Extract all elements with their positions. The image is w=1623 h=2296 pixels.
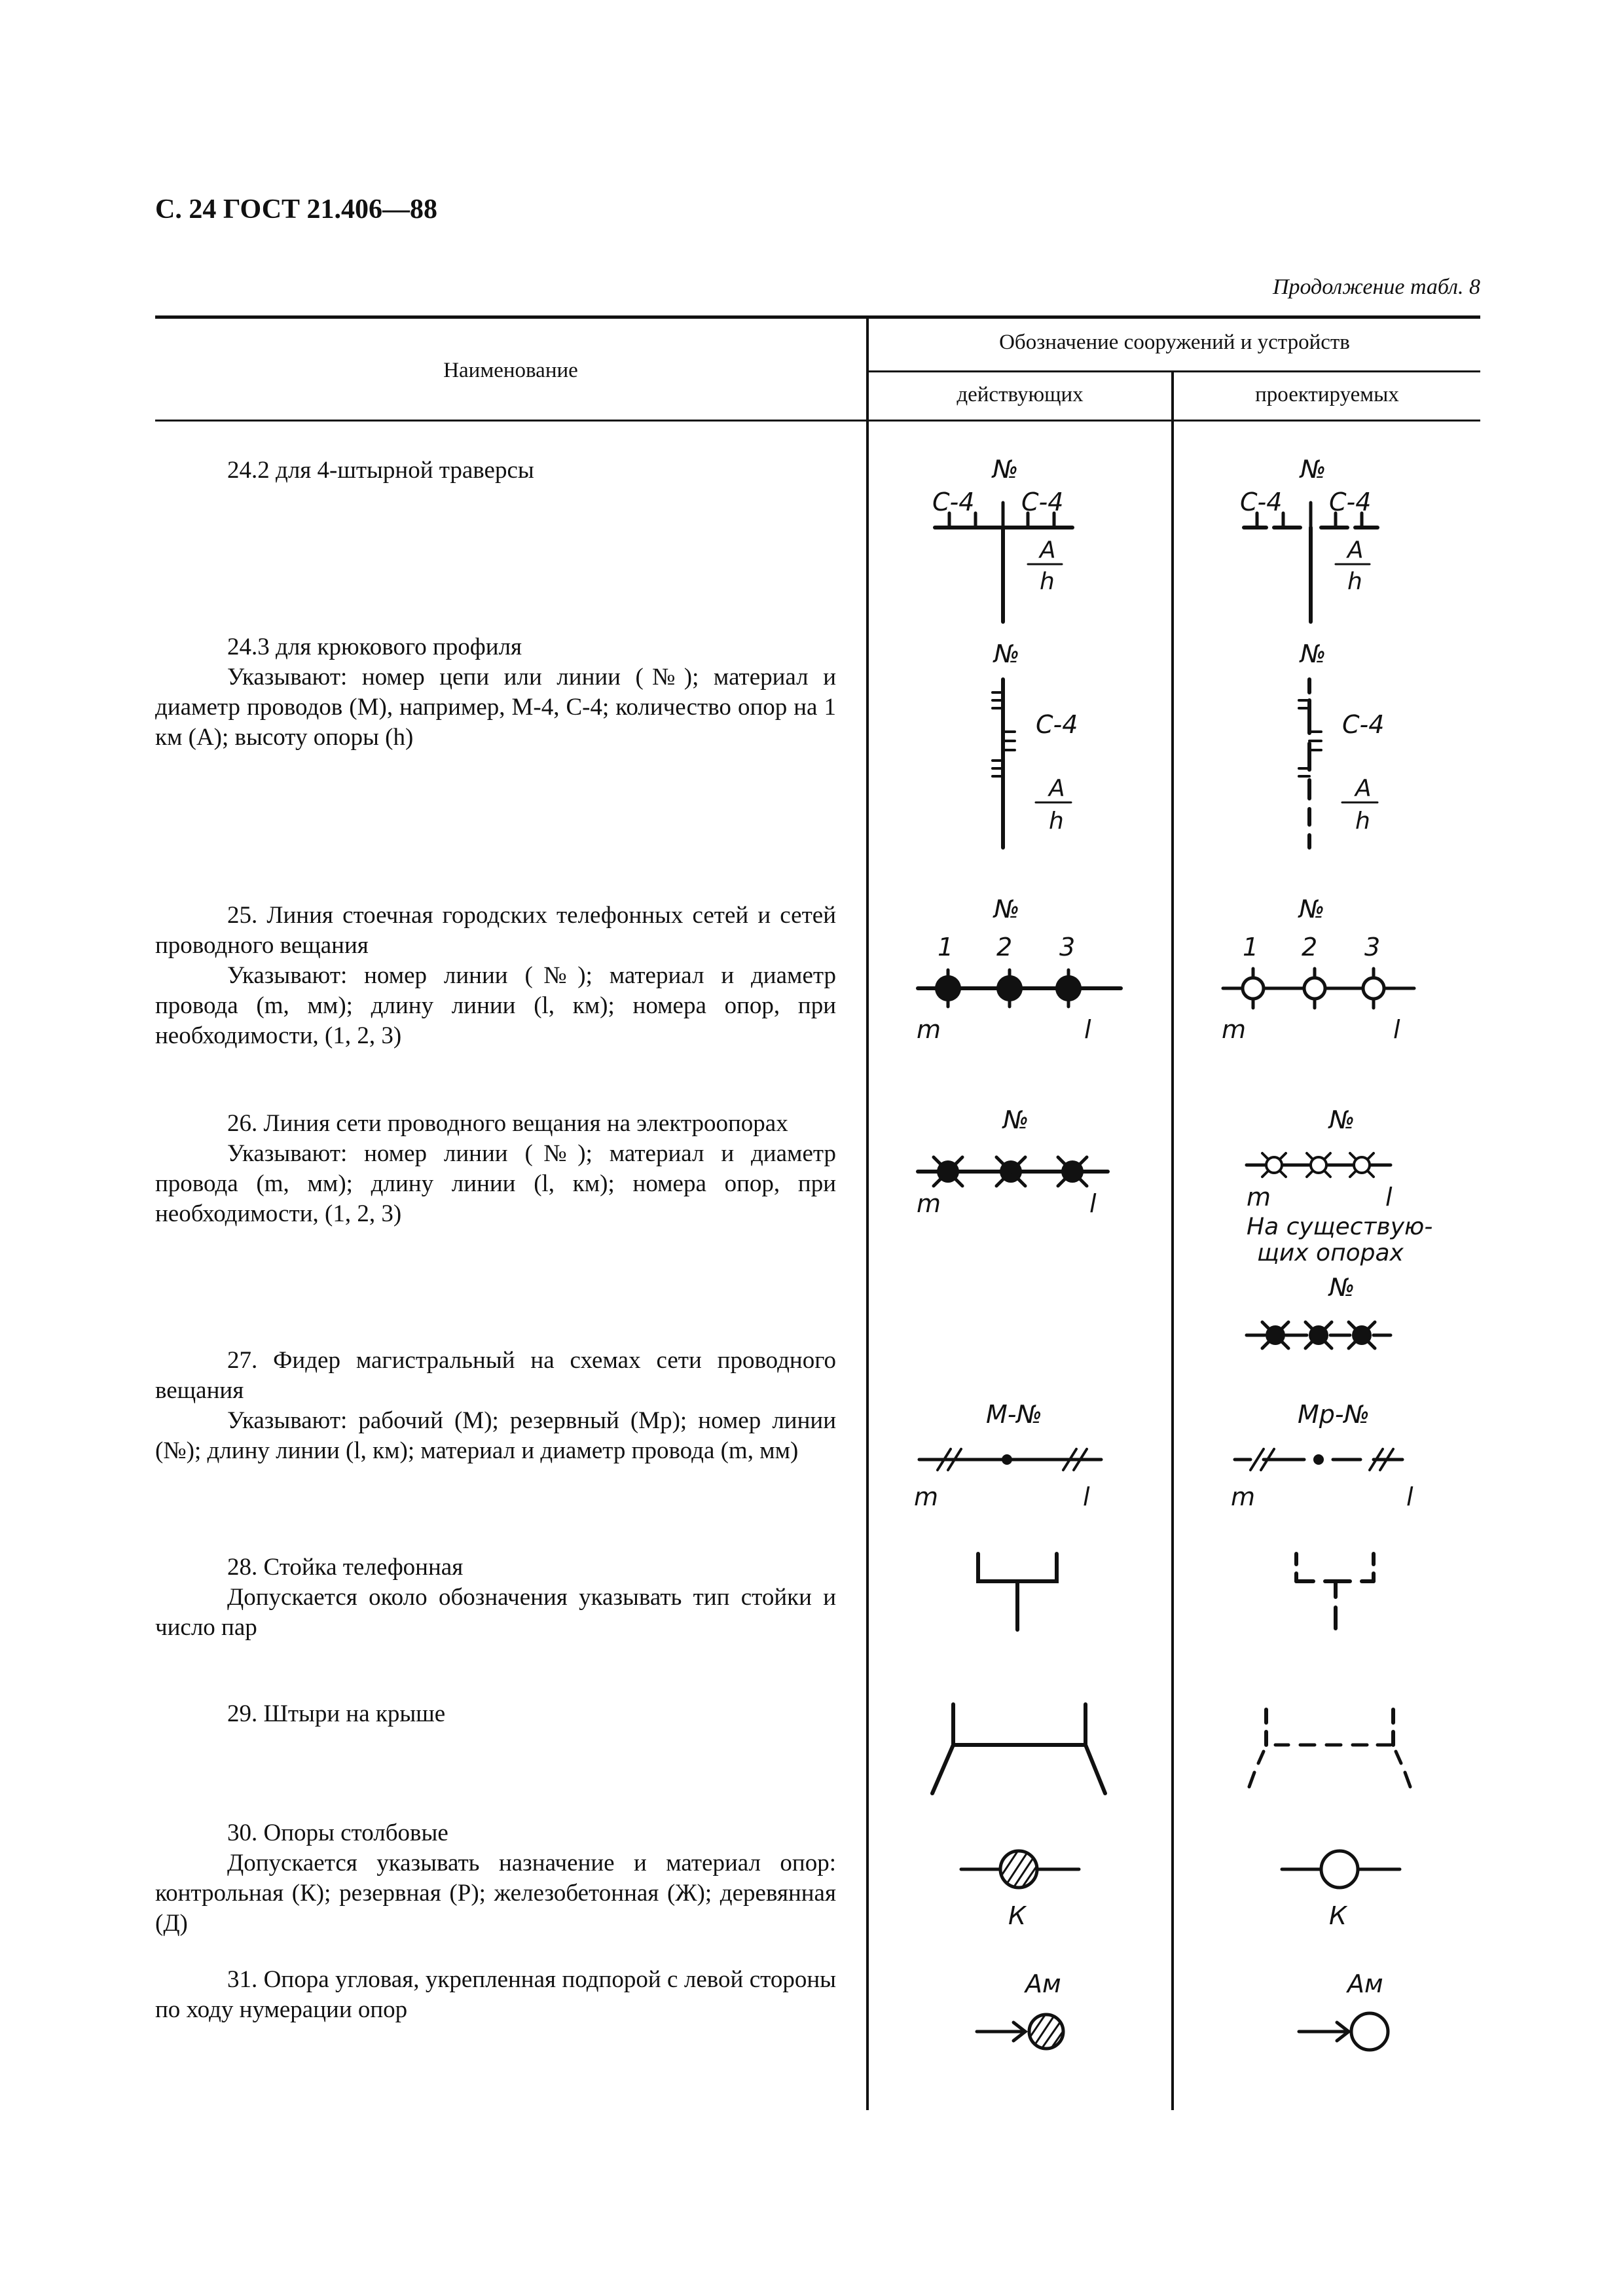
label-num: № [1300,455,1326,484]
header-name: Наименование [443,359,578,382]
symbol-30-planned [1277,1833,1408,1931]
label-2: 2 [1302,933,1318,961]
column-divider-sub [1171,372,1174,2110]
label-K: К [1008,1901,1026,1930]
label-m: m [917,1015,941,1044]
label-num: № [1329,1273,1355,1302]
label-m: m [1247,1183,1271,1211]
symbol-30-existing [956,1833,1087,1931]
label-c4: С-4 [1021,488,1064,516]
label-m: m [917,1189,941,1218]
row-24-2 [155,456,836,486]
note-existing-supports-line1: На существую- [1247,1213,1433,1240]
symbol-27-existing [911,1394,1134,1512]
label-feeder-main: М-№ [986,1400,1043,1429]
row-title: 24.2 для 4-штырной траверсы [227,457,534,484]
label-num: № [1003,1105,1029,1134]
symbol-31-existing [970,1964,1101,2062]
label-2: 2 [996,933,1013,961]
label-h: h [1049,808,1064,834]
symbol-25-existing [911,890,1134,1047]
row-30 [155,1818,836,1939]
label-num: № [1329,1105,1355,1134]
note-existing-supports-line2: щих опорах [1257,1240,1404,1266]
label-3: 3 [1059,933,1076,961]
row-desc: Указывают: номер цепи или линии (№); материал и диаметр проводов (М), например, М-4, С-4; количество опор на 1 км (A); высоту опоры (h) [155,664,836,751]
header-designation: Обозначение сооружений и устройств [999,331,1350,354]
row-desc: Допускается указывать назначение и материал опор: контрольная (К); резервная (Р); железобетонная (Ж); деревянная (Д) [155,1850,836,1937]
label-A: A [1049,775,1065,802]
label-feeder-reserve: Мр-№ [1298,1400,1370,1429]
symbol-28-planned [1285,1545,1389,1643]
row-26 [155,1109,836,1229]
label-Am: Ам [1347,1969,1383,1998]
row-desc: Указывают: номер линии (№); материал и диаметр провода (m, мм); длину линии (l, км); номера опор, при необходимости, (1, 2, 3) [155,962,836,1049]
label-num: № [1300,639,1326,668]
row-title: 30. Опоры столбовые [227,1820,448,1846]
symbol-29-existing [923,1695,1120,1813]
symbol-28-existing [969,1545,1074,1643]
symbol-24-3-existing [976,635,1106,857]
label-K: К [1329,1901,1347,1930]
label-c4: С-4 [932,488,975,516]
label-l: l [1393,1015,1400,1044]
label-m: m [1231,1482,1256,1511]
label-A: A [1040,537,1056,564]
label-num: № [993,455,1019,484]
label-m: m [1222,1015,1247,1044]
label-num: № [1299,895,1325,924]
symbol-24-3-planned [1282,635,1413,857]
label-l: l [1083,1482,1090,1511]
symbol-24-2-existing [930,452,1100,641]
header-bottom-rule [155,420,1480,422]
symbol-27-planned [1226,1394,1448,1512]
label-h: h [1355,808,1370,834]
row-title: 31. Опора угловая, укрепленная подпорой с левой стороны по ходу нумерации опор [155,1966,836,2023]
label-num: № [994,639,1020,668]
column-divider-main [866,317,869,2110]
label-l: l [1084,1015,1091,1044]
label-l: l [1089,1189,1097,1218]
label-h: h [1347,568,1362,595]
row-desc: Указывают: рабочий (М); резервный (Мр); номер линии (№); длину линии (l, км); материал и диаметр провода (m, мм) [155,1407,836,1464]
row-24-3 [155,632,836,753]
symbol-29-planned [1236,1695,1432,1813]
symbol-31-planned [1292,1964,1423,2062]
row-title: 25. Линия стоечная городских телефонных сетей и сетей проводного вещания [155,902,836,959]
header-planned: проектируемых [1255,383,1399,406]
row-28 [155,1552,836,1643]
row-31 [155,1965,836,2025]
x-support-existing [934,1157,962,1186]
label-c4: С-4 [1240,488,1283,516]
row-25 [155,901,836,1051]
table-top-rule [155,315,1480,319]
label-h: h [1040,568,1055,595]
row-title: 24.3 для крюкового профиля [227,634,522,660]
label-1: 1 [938,933,954,961]
row-desc: Допускается около обозначения указывать тип стойки и число пар [155,1584,836,1641]
label-c4: С-4 [1329,488,1372,516]
label-m: m [914,1482,939,1511]
symbol-26-planned [1231,1100,1453,1361]
row-desc: Указывают: номер линии (№); материал и диаметр провода (m, мм); длину линии (l, км); номера опор, при необходимости, (1, 2, 3) [155,1140,836,1227]
symbol-24-2-planned [1237,452,1408,641]
page-header: С. 24 ГОСТ 21.406—88 [155,194,438,224]
row-29 [155,1699,836,1729]
label-c4: С-4 [1342,710,1385,739]
label-Am: Ам [1025,1969,1061,1998]
label-3: 3 [1364,933,1381,961]
label-A: A [1347,537,1364,564]
label-1: 1 [1243,933,1259,961]
label-c4: С-4 [1036,710,1078,739]
row-title: 26. Линия сети проводного вещания на электроопорах [227,1110,788,1137]
symbol-25-planned [1216,890,1439,1047]
symbol-26-existing [911,1100,1134,1224]
label-l: l [1385,1183,1393,1211]
row-title: 29. Штыри на крыше [227,1700,446,1727]
label-A: A [1355,775,1372,802]
label-l: l [1406,1482,1413,1511]
label-num: № [994,895,1020,924]
table-continuation-label: Продолжение табл. 8 [1272,275,1480,299]
row-title: 28. Стойка телефонная [227,1554,464,1581]
header-existing: действующих [957,383,1084,406]
subheader-rule [867,370,1480,372]
row-title: 27. Фидер магистральный на схемах сети проводного вещания [155,1347,836,1404]
row-27 [155,1346,836,1466]
